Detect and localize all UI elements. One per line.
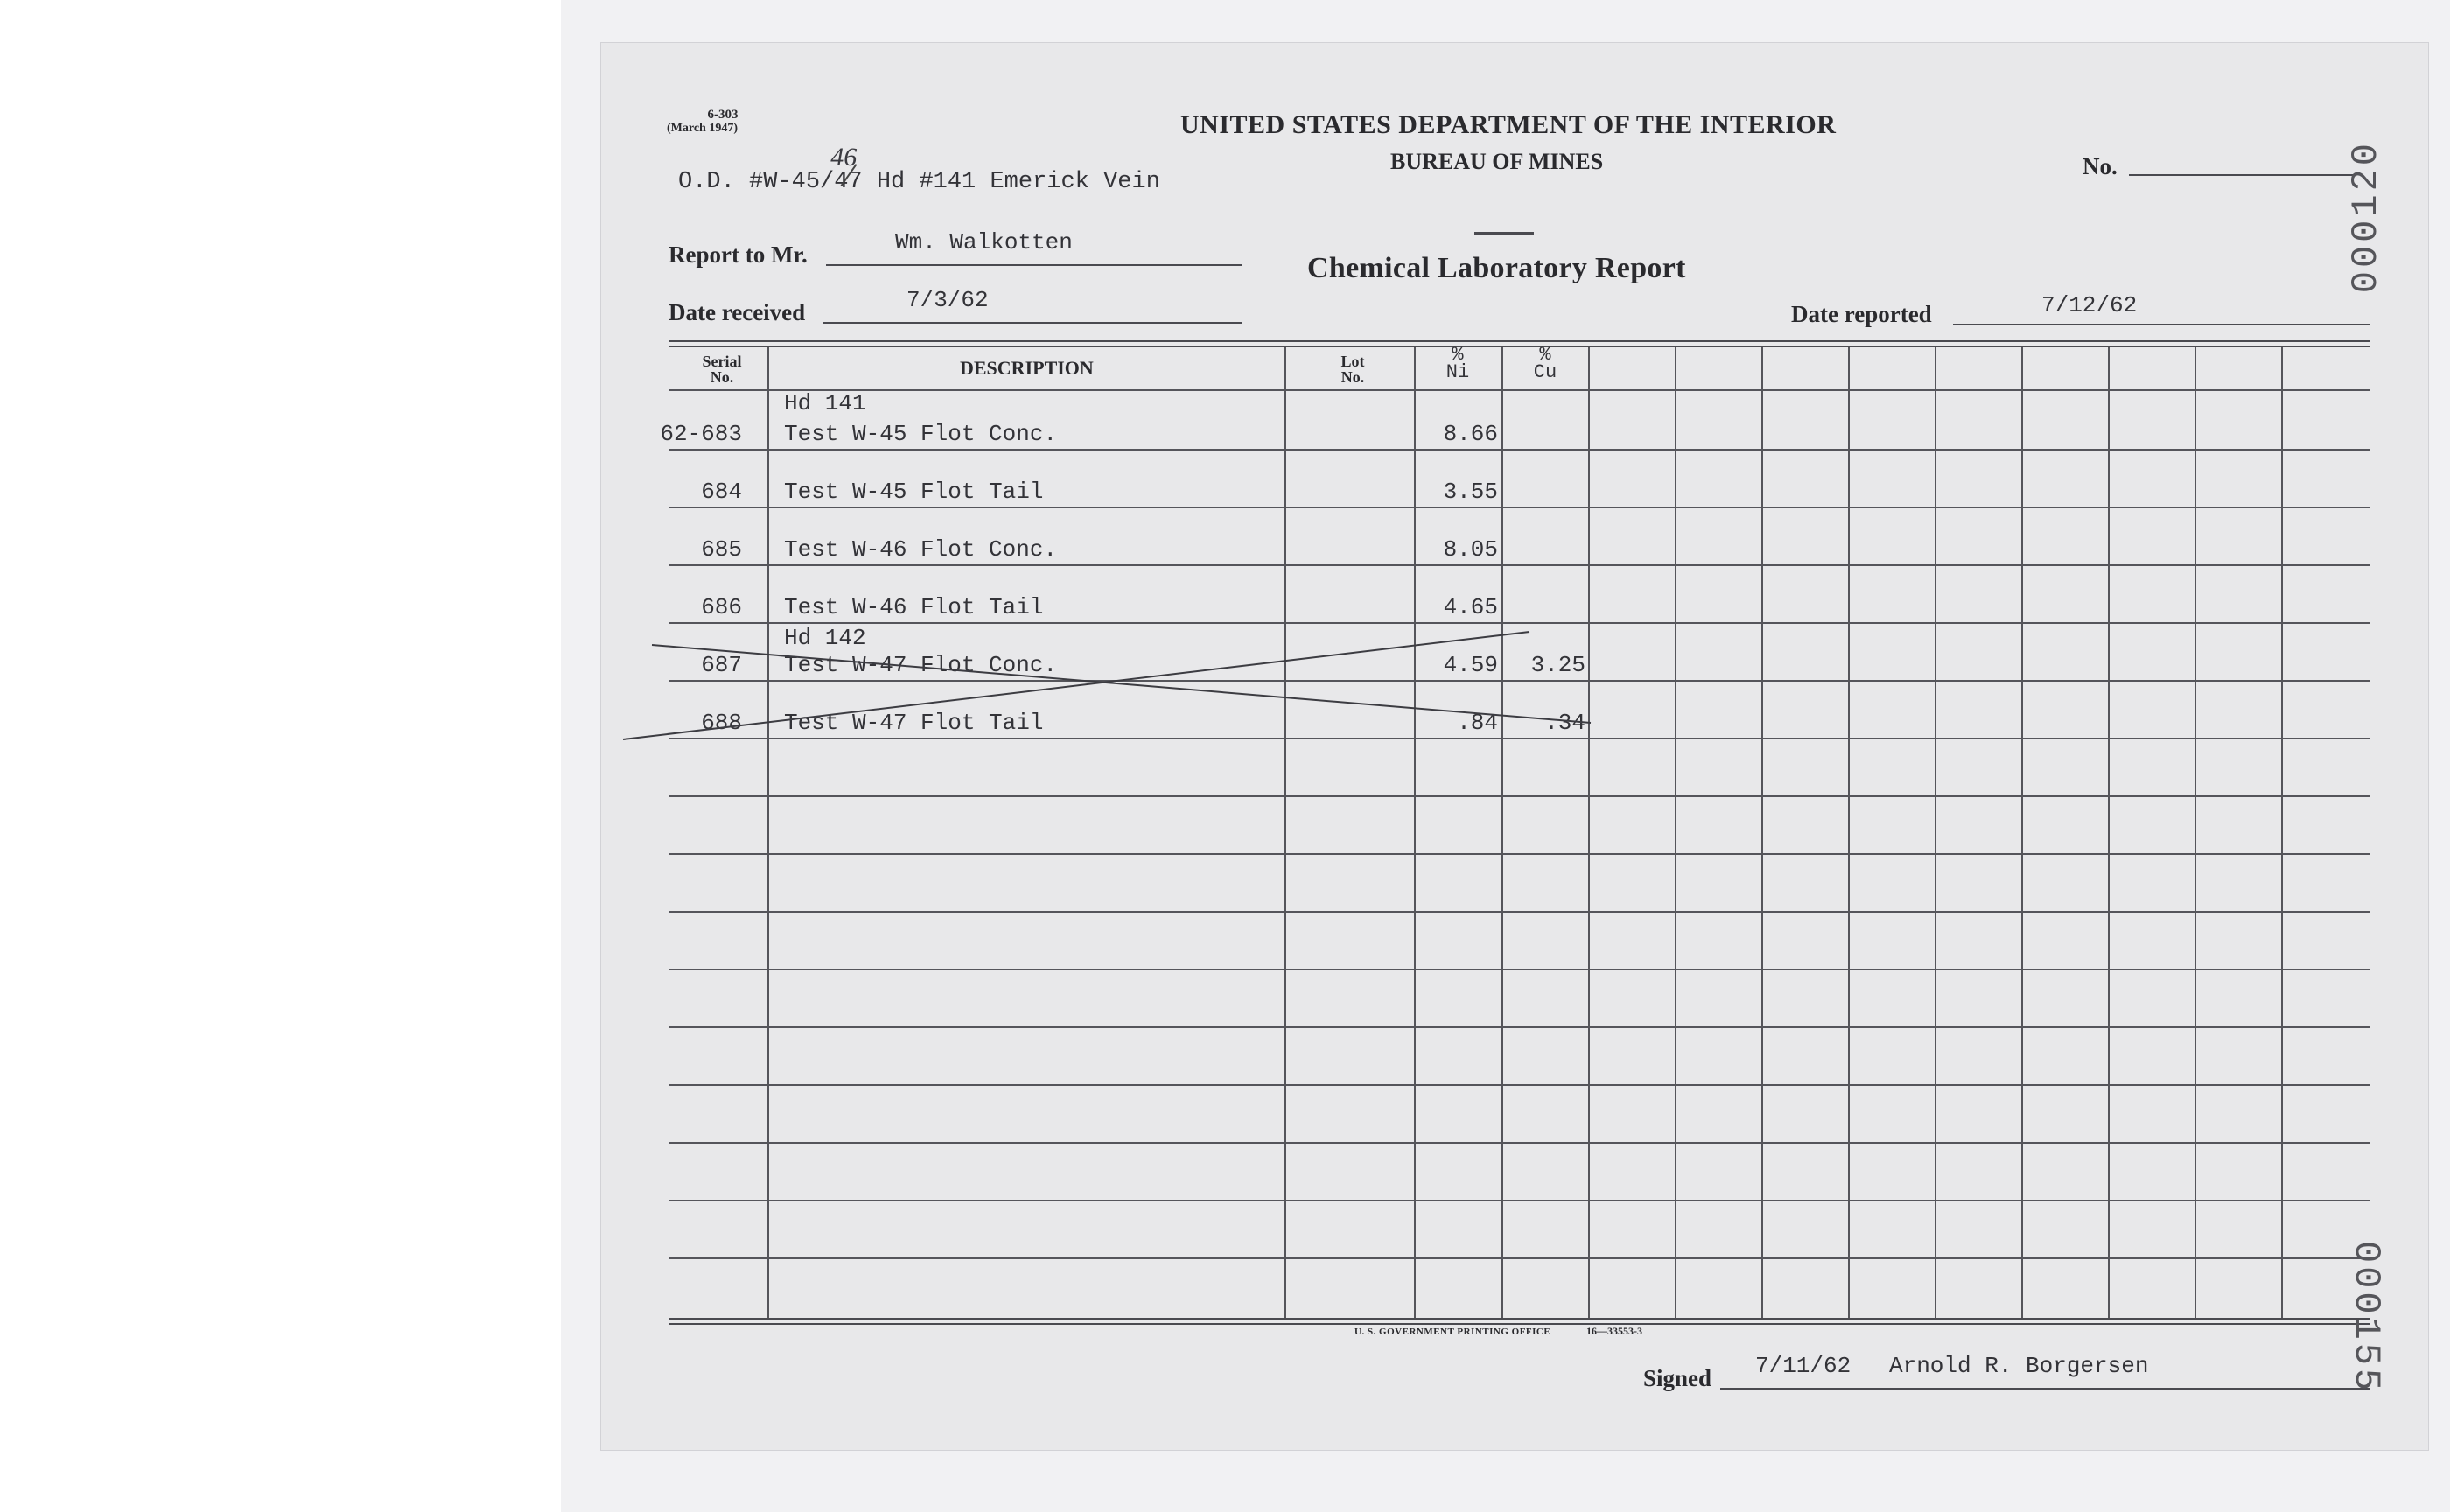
date-reported-label: Date reported (1791, 301, 1932, 327)
col-header-serial-line1: Serial (702, 353, 742, 370)
serial-cell: 687 (701, 652, 742, 678)
description-cell: Test W-47 Flot Conc. (784, 652, 1058, 678)
description-cell: Test W-46 Flot Tail (784, 594, 1044, 620)
date-received-label: Date received (668, 299, 806, 326)
od-suffix: Hd #141 Emerick Vein (862, 169, 1160, 195)
serial-cell: 685 (701, 536, 742, 563)
od-handwritten-correction: 46 (830, 143, 858, 172)
crossout-line-2 (623, 632, 1530, 739)
col-header-ni-label: Ni (1446, 361, 1470, 383)
serial-cell: 686 (701, 594, 742, 620)
ni-cell: 8.05 (1443, 536, 1498, 563)
col-header-description: DESCRIPTION (960, 357, 1094, 379)
description-cell: Test W-47 Flot Tail (784, 710, 1044, 736)
date-reported-value: 7/12/62 (2041, 292, 2138, 318)
group-label-hd141: Hd 141 (784, 390, 866, 416)
crossout-line-1 (652, 645, 1591, 723)
signed-line (1720, 1388, 2370, 1390)
description-cell: Test W-45 Flot Conc. (784, 421, 1058, 447)
signature-date: 7/11/62 (1755, 1353, 1852, 1379)
cu-cell: .34 (1544, 710, 1586, 736)
no-label: No. (2082, 153, 2118, 179)
bureau-title: BUREAU OF MINES (1390, 149, 1604, 174)
ni-cell: 4.65 (1443, 594, 1498, 620)
serial-cell: 688 (701, 710, 742, 736)
serial-cell: 62-683 (660, 421, 742, 447)
printer-credit: U. S. GOVERNMENT PRINTING OFFICE (1354, 1326, 1551, 1337)
description-cell: Test W-45 Flot Tail (784, 479, 1044, 505)
report-to-label: Report to Mr. (668, 242, 808, 268)
bates-stamp-top: 000120 (2345, 140, 2387, 294)
date-received-value: 7/3/62 (906, 287, 989, 313)
col-header-serial-line2: No. (710, 368, 734, 386)
serial-cell: 684 (701, 479, 742, 505)
printer-code: 16—33553-3 (1586, 1325, 1642, 1337)
od-struck-number: 47 (834, 169, 863, 195)
form-date: (March 1947) (667, 122, 738, 135)
ni-cell: 3.55 (1443, 479, 1498, 505)
col-header-lot-line1: Lot (1340, 353, 1365, 370)
form-number: 6-303 (707, 108, 738, 122)
col-header-cu-label: Cu (1533, 361, 1558, 383)
group-label-hd142: Hd 142 (784, 625, 866, 651)
ni-cell: .84 (1457, 710, 1498, 736)
agency-title: UNITED STATES DEPARTMENT OF THE INTERIOR (1180, 110, 1837, 139)
report-to-value: Wm. Walkotten (895, 229, 1073, 256)
report-title: Chemical Laboratory Report (1307, 252, 1686, 284)
signed-label: Signed (1643, 1365, 1712, 1391)
description-cell: Test W-46 Flot Conc. (784, 536, 1058, 563)
signature-name: Arnold R. Borgersen (1889, 1353, 2149, 1379)
cu-cell: 3.25 (1530, 652, 1586, 678)
col-header-ni-unit: % (1452, 344, 1464, 366)
col-header-lot-line2: No. (1340, 368, 1365, 386)
bates-stamp-bottom: 000155 (2345, 1241, 2387, 1395)
ni-cell: 8.66 (1443, 421, 1498, 447)
col-header-cu-unit: % (1539, 344, 1551, 366)
od-prefix: O.D. #W-45/ (678, 169, 835, 195)
ni-cell: 4.59 (1443, 652, 1498, 678)
